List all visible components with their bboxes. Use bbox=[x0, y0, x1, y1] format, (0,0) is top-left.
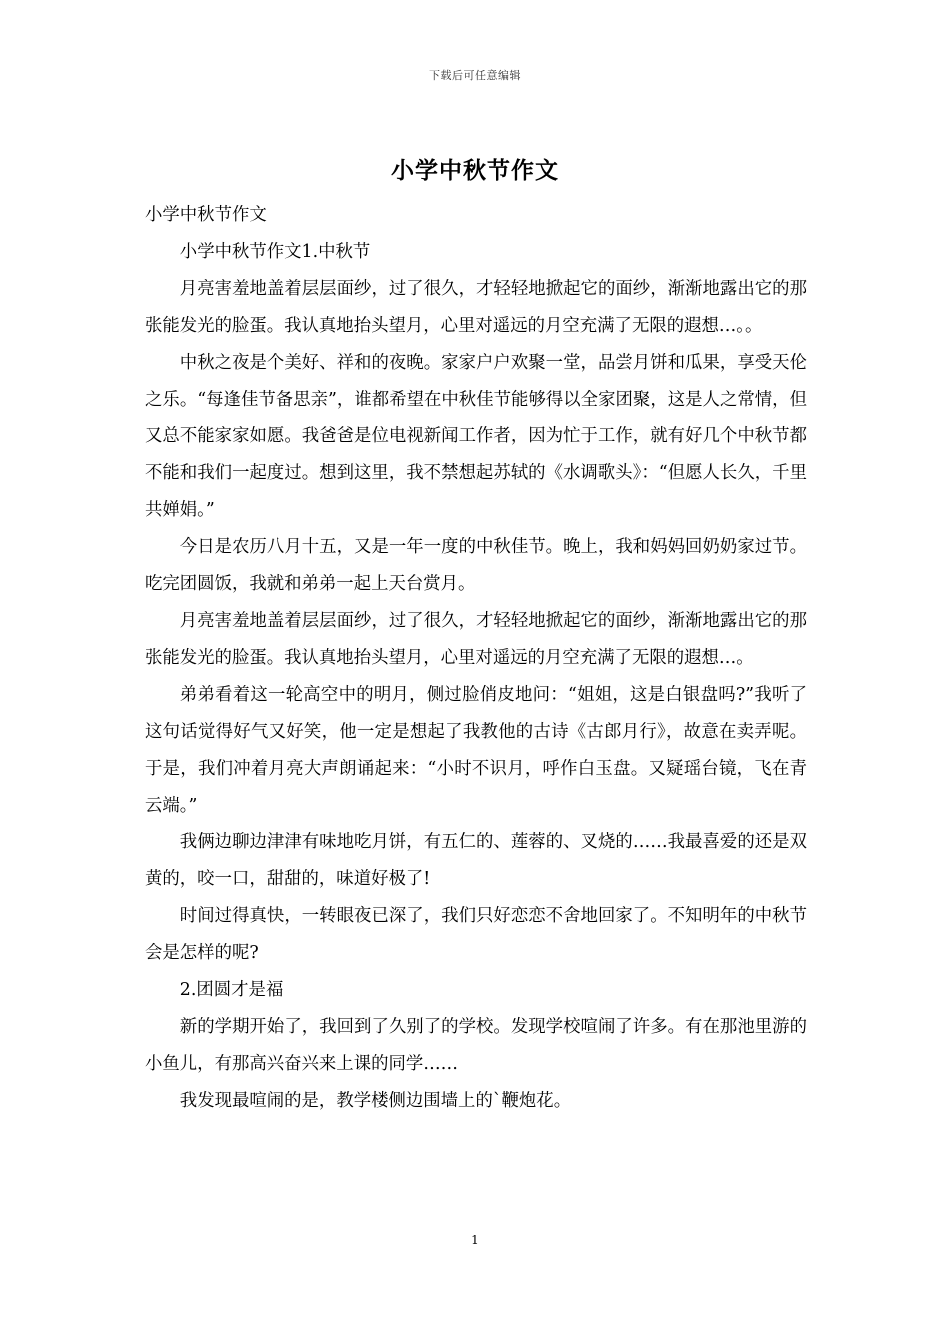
body-paragraph: 今日是农历八月十五，又是一年一度的中秋佳节。晚上，我和妈妈回奶奶家过节。吃完团圆饭，我就和弟弟一起上天台赏月。 bbox=[145, 537, 807, 595]
section-heading: 2.团圆才是福 bbox=[179, 980, 284, 1001]
header-note: 下载后可任意编辑 bbox=[429, 69, 521, 82]
body-paragraph: 时间过得真快，一转眼夜已深了，我们只好恋恋不舍地回家了。不知明年的中秋节会是怎样的呢? bbox=[145, 906, 807, 964]
body-paragraph: 新的学期开始了，我回到了久别了的学校。发现学校喧闹了许多。有在那池里游的小鱼儿，有那高兴奋兴来上课的同学…… bbox=[145, 1016, 807, 1074]
body-paragraph: 我俩边聊边津津有味地吃月饼，有五仁的、莲蓉的、叉烧的……我最喜爱的还是双黄的，咬一口，甜甜的，味道好极了! bbox=[145, 832, 807, 890]
subtitle-paragraph: 小学中秋节作文 bbox=[145, 205, 267, 225]
body-paragraph: 月亮害羞地盖着层层面纱，过了很久，才轻轻地掀起它的面纱，渐渐地露出它的那张能发光的脸蛋。我认真地抬头望月，心里对遥远的月空充满了无限的遐想…。。 bbox=[145, 278, 807, 336]
document-body bbox=[145, 197, 807, 1120]
body-paragraph: 弟弟看着这一轮高空中的明月，侧过脸俏皮地问：“姐姐，这是白银盘吗?”我听了这句话觉得好气又好笑，他一定是想起了我教他的古诗《古郎月行》，故意在卖弄呢。于是，我们冲着月亮大声朗诵起来：“小时不识月，呼作白玉盘。又疑瑶台镜，飞在青云端。” bbox=[145, 684, 807, 816]
body-paragraph: 中秋之夜是个美好、祥和的夜晚。家家户户欢聚一堂，品尝月饼和瓜果，享受天伦之乐。“每逢佳节备思亲”，谁都希望在中秋佳节能够得以全家团聚，这是人之常情，但又总不能家家如愿。我爸爸是位电视新闻工作者，因为忙于工作，就有好几个中秋节都不能和我们一起度过。想到这里，我不禁想起苏轼的《水调歌头》：“但愿人长久，千里共婵娟。” bbox=[145, 352, 807, 521]
body-paragraph: 我发现最喧闹的是，教学楼侧边围墙上的`鞭炮花。 bbox=[179, 1090, 572, 1111]
section-heading: 小学中秋节作文1.中秋节 bbox=[179, 241, 371, 262]
page-number: 1 bbox=[471, 1233, 479, 1247]
body-paragraph: 月亮害羞地盖着层层面纱，过了很久，才轻轻地掀起它的面纱，渐渐地露出它的那张能发光的脸蛋。我认真地抬头望月，心里对遥远的月空充满了无限的遐想…。 bbox=[145, 610, 807, 668]
document-title: 小学中秋节作文 bbox=[391, 157, 559, 184]
